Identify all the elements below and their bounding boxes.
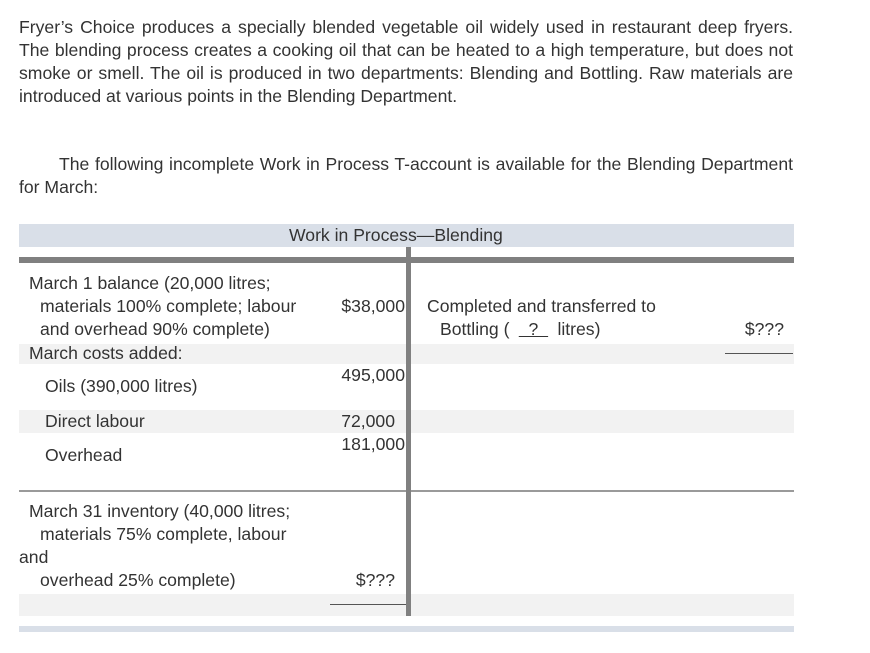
ending-line-3: and <box>19 547 49 567</box>
transfer-line-2-suffix: litres) <box>557 319 601 339</box>
transfer-amount: $??? <box>744 319 784 339</box>
ending-amount: $??? <box>355 570 395 590</box>
intro-paragraph-1: Fryer’s Choice produces a specially blended vegetable oil widely used in restaurant deep fryers. The blending process creates a cooking oil that can be heated to a high temperature, but does not smoke or smell. The oil is produced in two departments: Blending and Bottling. Raw materials are introduced at various points in the Blending Department. <box>19 17 793 106</box>
intro-paragraph-2: The following incomplete Work in Process T-account is available for the Blending Department for March: <box>19 154 793 197</box>
balance-amount: $38,000 <box>341 296 405 316</box>
transfer-amount-underline <box>725 353 793 354</box>
balance-line-3: and overhead 90% complete) <box>40 319 270 339</box>
costs-added-label: March costs added: <box>29 343 183 363</box>
oils-amount: 495,000 <box>341 365 405 385</box>
transfer-line-2-prefix: Bottling ( <box>440 319 510 339</box>
transfer-line-1: Completed and transferred to <box>427 296 656 316</box>
overhead-label: Overhead <box>45 445 123 465</box>
t-account-title: Work in Process—Blending <box>289 225 503 245</box>
transfer-litres-blank: ? <box>518 319 549 339</box>
overhead-amount: 181,000 <box>341 434 405 454</box>
oils-label: Oils (390,000 litres) <box>45 376 198 396</box>
ending-line-1: March 31 inventory (40,000 litres; <box>29 501 291 521</box>
t-account-bottom-band <box>19 626 794 632</box>
ending-line-2: materials 75% complete, labour <box>40 524 287 544</box>
labour-label: Direct labour <box>45 411 145 431</box>
balance-line-2: materials 100% complete; labour <box>40 296 297 316</box>
ending-line-4: overhead 25% complete) <box>40 570 236 590</box>
labour-amount: 72,000 <box>341 411 395 431</box>
balance-line-1: March 1 balance (20,000 litres; <box>29 273 271 293</box>
transfer-line-2 <box>440 318 600 341</box>
ending-amount-underline <box>330 604 406 605</box>
t-account-center-divider <box>406 247 411 616</box>
